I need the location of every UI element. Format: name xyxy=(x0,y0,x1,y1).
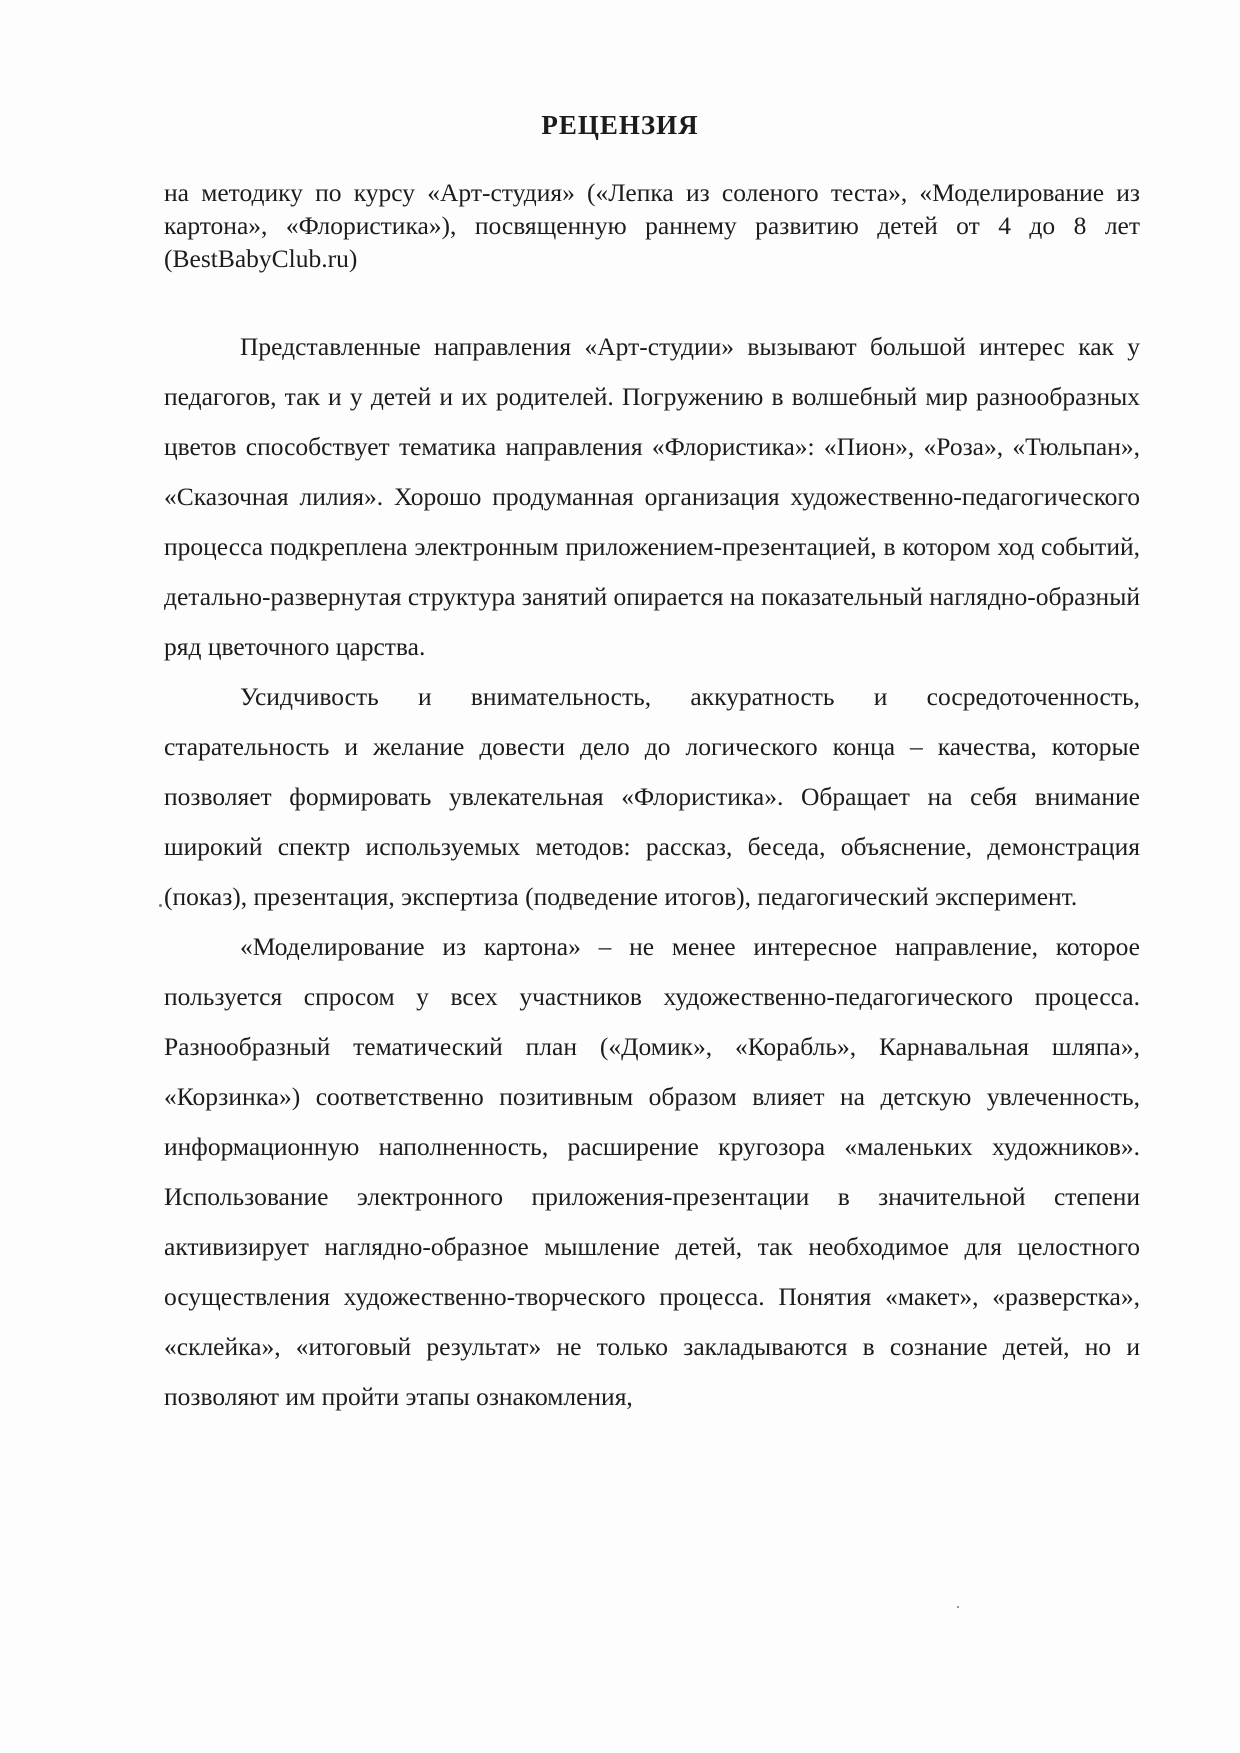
document-title: РЕЦЕНЗИЯ xyxy=(541,110,699,140)
document-body xyxy=(164,322,1140,1422)
paragraph-qualities: Усидчивость и внимательность, аккуратность и сосредоточенность, старательность и желание довести дело до логического конца – качества, которые позволяет формировать увлекательная «Флористика». Обращает на себя внимание широкий спектр используемых методов: рассказ, беседа, объяснение, демонстрация (показ), презентация, экспертиза (подведение итогов), педагогический эксперимент. xyxy=(164,682,1140,911)
paragraph-floristry: Представленные направления «Арт-студии» вызывают большой интерес как у педагогов, так и у детей и их родителей. Погружению в волшебный мир разнообразных цветов способствует тематика направления «Флористика»: «Пион», «Роза», «Тюльпан», «Сказочная лилия». Хорошо продуманная организация художественно-педагогического процесса подкреплена электронным приложением-презентацией, в котором ход событий, детально-развернутая структура занятий опирается на показательный наглядно-образный ряд цветочного царства. xyxy=(164,332,1140,661)
scan-speck xyxy=(957,1606,959,1608)
document-subtitle: на методику по курсу «Арт-студия» («Лепка из соленого теста», «Моделирование из картона», «Флористика»), посвященную раннему развитию детей от 4 до 8 лет (BestBabyClub.ru) xyxy=(164,178,1140,273)
scan-speck xyxy=(159,904,162,907)
paragraph-cardboard-modeling: «Моделирование из картона» – не менее интересное направление, которое пользуется спросом у всех участников художественно-педагогического процесса. Разнообразный тематический план («Домик», «Корабль», Карнавальная шляпа», «Корзинка») соответственно позитивным образом влияет на детскую увлеченность, информационную наполненность, расширение кругозора «маленьких художников». Использование электронного приложения-презентации в значительной степени активизирует наглядно-образное мышление детей, так необходимое для целостного осуществления художественно-творческого процесса. Понятия «макет», «разверстка», «склейка», «итоговый результат» не только закладываются в сознание детей, но и позволяют им пройти этапы ознакомления, xyxy=(164,932,1140,1411)
